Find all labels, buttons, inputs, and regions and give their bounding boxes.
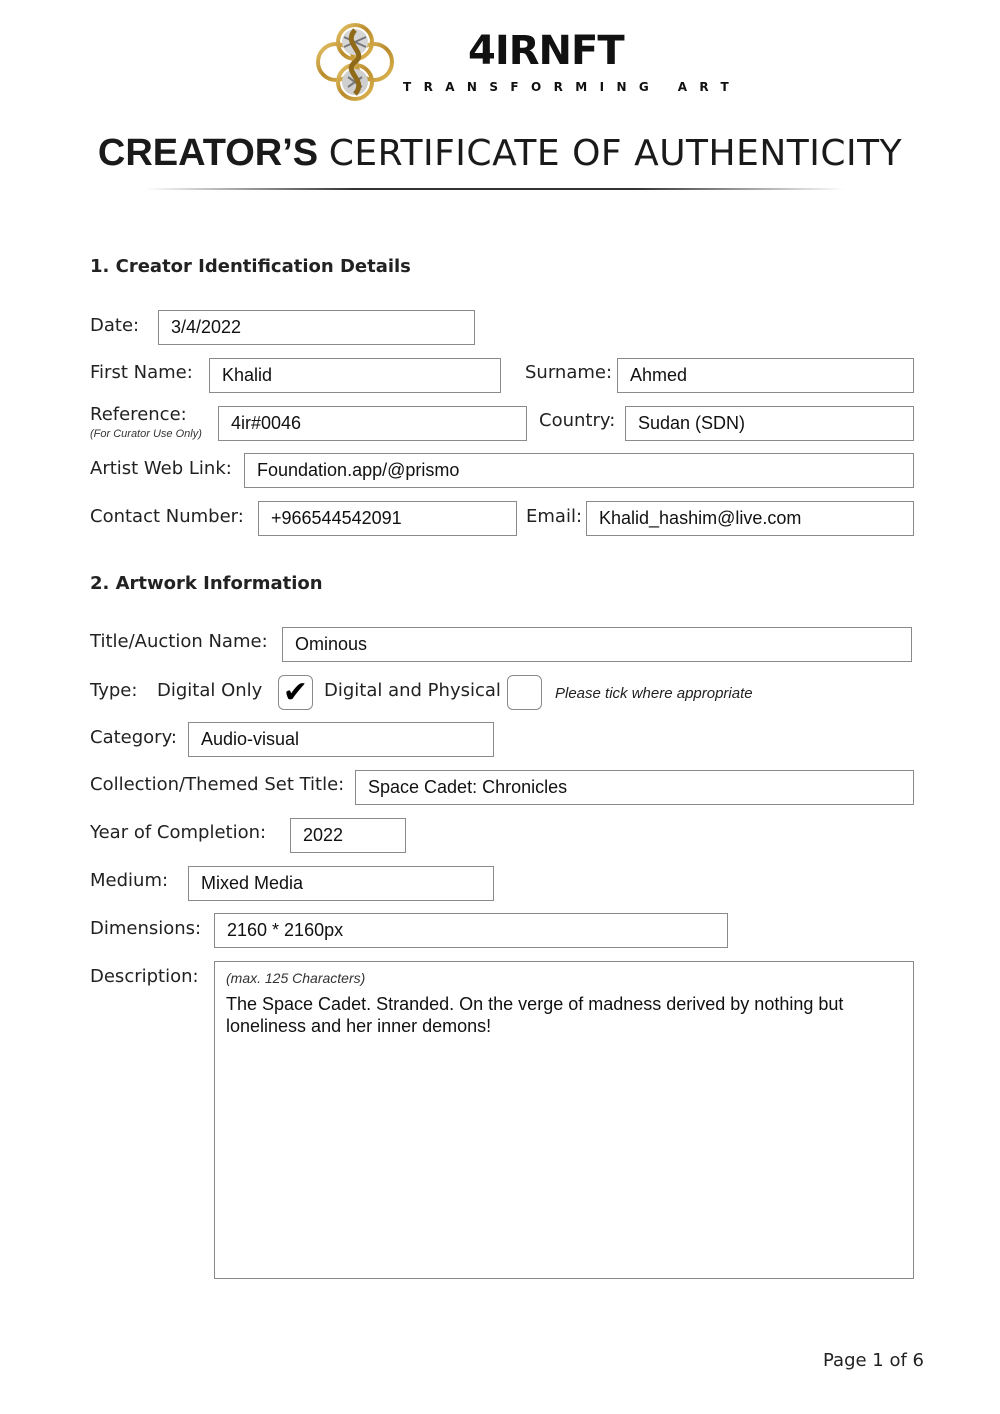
- collection-label: Collection/Themed Set Title:: [90, 774, 345, 795]
- dimensions-field[interactable]: 2160 * 2160px: [214, 913, 728, 948]
- medium-label: Medium:: [90, 870, 169, 891]
- description-textarea[interactable]: [214, 961, 914, 1279]
- digital-only-checkbox[interactable]: ✔: [278, 675, 313, 710]
- page-title: [0, 132, 1000, 175]
- dimensions-label: Dimensions:: [90, 918, 202, 939]
- section-2-heading: 2. Artwork Information: [90, 573, 323, 594]
- title-auction-field[interactable]: Ominous: [282, 627, 912, 662]
- brand-tagline: TRANSFORMING ART: [403, 80, 742, 94]
- surname-label: Surname:: [525, 362, 613, 383]
- description-text: The Space Cadet. Stranded. On the verge of madness derived by nothing but loneliness and her inner demons!: [226, 994, 844, 1036]
- digital-physical-checkbox[interactable]: [507, 675, 542, 710]
- category-field[interactable]: Audio-visual: [188, 722, 494, 757]
- first-name-field[interactable]: Khalid: [209, 358, 501, 393]
- reference-note: (For Curator Use Only): [90, 428, 202, 440]
- web-link-label: Artist Web Link:: [90, 458, 232, 479]
- logo-emblem-icon: [314, 22, 396, 102]
- year-field[interactable]: 2022: [290, 818, 406, 853]
- date-field[interactable]: 3/4/2022: [158, 310, 475, 345]
- contact-number-field[interactable]: +966544542091: [258, 501, 517, 536]
- type-option-digital-only: Digital Only: [157, 680, 263, 701]
- page-title-bold: CREATOR’S: [97, 132, 319, 174]
- category-label: Category:: [90, 727, 177, 748]
- medium-field[interactable]: Mixed Media: [188, 866, 494, 901]
- email-field[interactable]: Khalid_hashim@live.com: [586, 501, 914, 536]
- email-label: Email:: [526, 506, 583, 527]
- year-label: Year of Completion:: [90, 822, 267, 843]
- reference-label: Reference:: [90, 404, 187, 425]
- description-label: Description:: [90, 966, 199, 987]
- web-link-field[interactable]: Foundation.app/@prismo: [244, 453, 914, 488]
- date-label: Date:: [90, 315, 140, 336]
- title-divider: [145, 188, 845, 190]
- description-note: (max. 125 Characters): [226, 970, 366, 986]
- collection-field[interactable]: Space Cadet: Chronicles: [355, 770, 914, 805]
- title-auction-label: Title/Auction Name:: [90, 631, 268, 652]
- type-label: Type:: [90, 680, 138, 701]
- page-title-rest: CERTIFICATE OF AUTHENTICITY: [328, 133, 903, 174]
- type-option-digital-physical: Digital and Physical: [324, 680, 501, 701]
- country-label: Country:: [539, 410, 616, 431]
- page-number: Page 1 of 6: [823, 1350, 924, 1371]
- surname-field[interactable]: Ahmed: [617, 358, 914, 393]
- reference-field[interactable]: 4ir#0046: [218, 406, 527, 441]
- brand-name: 4IRNFT: [468, 28, 624, 74]
- contact-number-label: Contact Number:: [90, 506, 244, 527]
- section-1-heading: 1. Creator Identification Details: [90, 256, 411, 277]
- type-hint: Please tick where appropriate: [555, 685, 753, 702]
- country-field[interactable]: Sudan (SDN): [625, 406, 914, 441]
- first-name-label: First Name:: [90, 362, 193, 383]
